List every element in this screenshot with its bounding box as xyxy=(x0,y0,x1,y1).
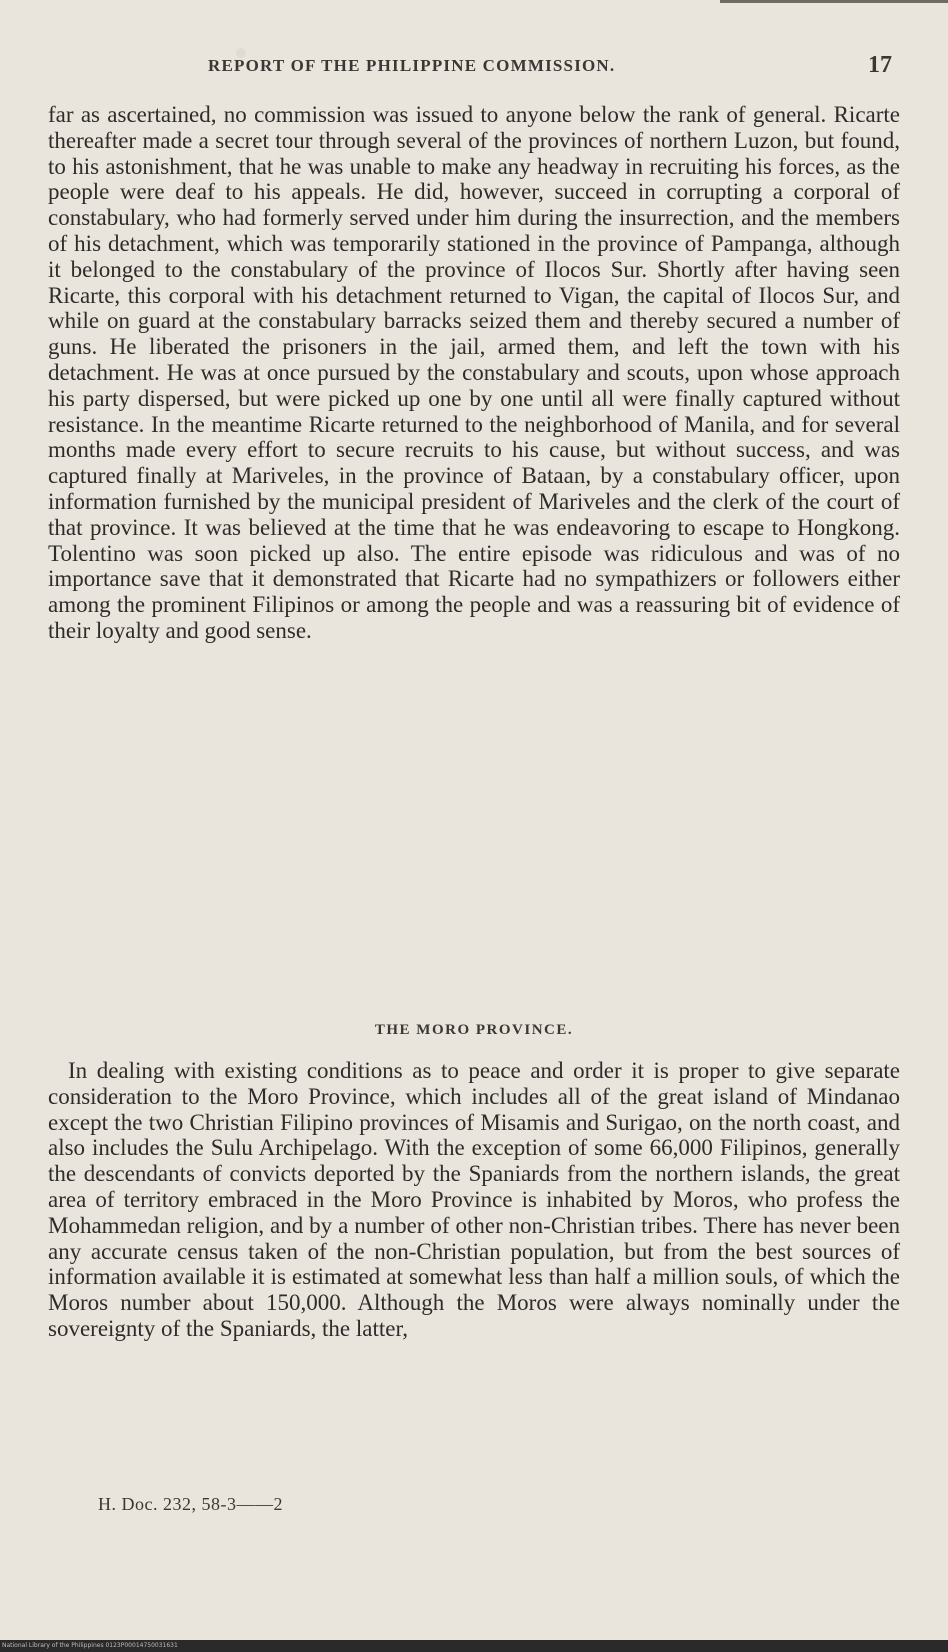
running-head: REPORT OF THE PHILIPPINE COMMISSION. xyxy=(208,56,616,75)
top-edge-rule xyxy=(720,0,948,3)
scan-credit: National Library of the Philippines 0123P00014750031631 xyxy=(2,1642,178,1649)
page-header xyxy=(0,52,948,82)
section-heading: THE MORO PROVINCE. xyxy=(374,1022,574,1038)
paragraph-ricarte: far as ascertained, no commission was issued to anyone below the rank of general. Ricarte thereafter made a secret tour through several of the provinces of northern Luzon, but found, to his astonishment, that he was unable to make any headway in recruiting his forces, as the people were deaf to his appeals. He did, however, succeed in corrupting a corporal of constabulary, who had formerly served under him during the insurrection, and the members of his detachment, which was temporarily stationed in the province of Pampanga, although it belonged to the constabulary of the province of Ilocos Sur. Shortly after having seen Ricarte, this corporal with his detachment returned to Vigan, the capital of Ilocos Sur, and while on guard at the constabulary barracks seized them and thereby secured a number of guns. He liberated the prisoners in the jail, armed them, and left the town with his detachment. He was at once pursued by the constabulary and scouts, upon whose approach his party dispersed, but were picked up one by one until all were finally captured without resistance. In the meantime Ricarte returned to the neighborhood of Manila, and for several months made every effort to secure recruits to his cause, but without success, and was captured finally at Mariveles, in the province of Bataan, by a constabulary officer, upon information furnished by the municipal president of Mariveles and the clerk of the court of that province. It was believed at the time that he was endeavoring to escape to Hongkong. Tolentino was soon picked up also. The entire episode was ridiculous and was of no importance save that it demonstrated that Ricarte had no sympathizers or followers either among the prominent Filipinos or among the people and was a reassuring bit of evidence of their loyalty and good sense. xyxy=(48,102,900,643)
page-number: 17 xyxy=(868,52,892,78)
document-signature: H. Doc. 232, 58-3——2 xyxy=(98,1494,283,1514)
paragraph-moro-province: In dealing with existing conditions as to peace and order it is proper to give separate consideration to the Moro Province, which includes all of the great island of Mindanao except the two Christian Filipino provinces of Misamis and Surigao, on the north coast, and also includes the Sulu Archipelago. With the exception of some 66,000 Filipinos, generally the descendants of convicts deported by the Spaniards from the northern islands, the great area of territory embraced in the Moro Province is inhabited by Moros, who profess the Mohammedan religion, and by a number of other non-Christian tribes. There has never been any accurate census taken of the non-Christian population, but from the best sources of information available it is estimated at somewhat less than half a million souls, of which the Moros number about 150,000. Although the Moros were always nominally under the sovereignty of the Spaniards, the latter, xyxy=(48,1058,900,1341)
